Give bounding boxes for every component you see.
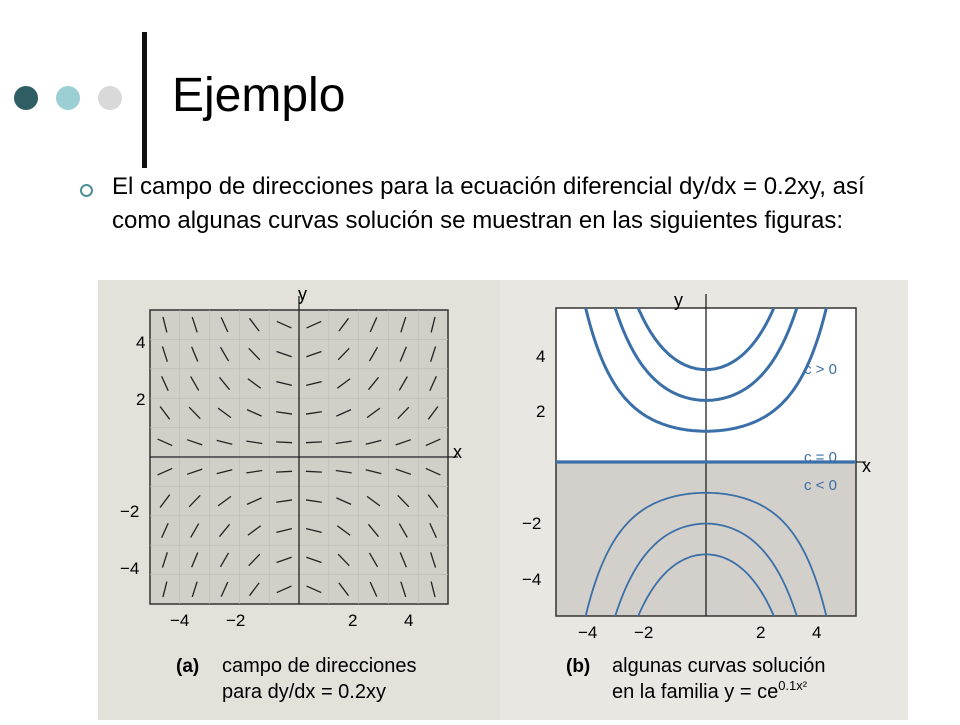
solution-curves-chart: [500, 280, 908, 720]
figure-direction-field: [98, 280, 506, 720]
slope-segment: [306, 471, 322, 472]
bullet-marker: [80, 184, 93, 197]
y-tick: 4: [536, 347, 546, 366]
slope-segment: [306, 442, 322, 443]
curve-label-positive: c > 0: [804, 361, 837, 378]
title-rule: [142, 32, 147, 168]
x-tick: −2: [634, 623, 654, 642]
axis-x-label: x: [862, 456, 871, 476]
axis-y-label: y: [674, 290, 683, 310]
axis-y-label: y: [298, 284, 307, 304]
x-tick: 2: [348, 611, 358, 630]
slope-segment: [276, 471, 292, 472]
y-tick: 4: [136, 333, 146, 352]
caption-letter: (b): [566, 656, 591, 677]
x-tick: −4: [578, 623, 598, 642]
slope-segment: [276, 442, 292, 443]
caption-letter: (a): [176, 656, 200, 677]
dot-dark: [14, 86, 38, 110]
caption-line: algunas curvas solución: [612, 655, 826, 677]
axis-x-label: x: [453, 442, 462, 462]
y-tick: −4: [120, 559, 140, 578]
x-tick: −2: [226, 611, 246, 630]
caption-exponent: 0.1x²: [778, 678, 808, 693]
y-tick: 2: [136, 390, 146, 409]
caption-line: campo de direcciones: [222, 655, 417, 677]
curve-label-negative: c < 0: [804, 477, 837, 494]
y-tick: 2: [536, 402, 546, 421]
x-tick: −4: [170, 611, 190, 630]
x-tick: 2: [756, 623, 766, 642]
y-tick: −2: [120, 502, 140, 521]
figure-solution-curves: [500, 280, 908, 720]
dot-gray: [98, 86, 122, 110]
slide-title: Ejemplo: [172, 69, 346, 122]
y-tick: −4: [522, 570, 542, 589]
caption-line: [612, 678, 808, 703]
dot-light: [56, 86, 80, 110]
x-tick: 4: [404, 611, 414, 630]
x-tick: 4: [812, 623, 822, 642]
y-tick: −2: [522, 514, 542, 533]
caption-formula: en la familia y = ce: [612, 681, 779, 703]
title-dots-decoration: [14, 86, 124, 114]
direction-field-chart: [98, 280, 506, 720]
caption-line: para dy/dx = 0.2xy: [222, 681, 386, 703]
curve-label-zero: c = 0: [804, 449, 837, 466]
bullet-text: El campo de direcciones para la ecuación diferencial dy/dx = 0.2xy, así como algunas curvas solución se muestran en las siguientes figuras:: [112, 173, 865, 234]
